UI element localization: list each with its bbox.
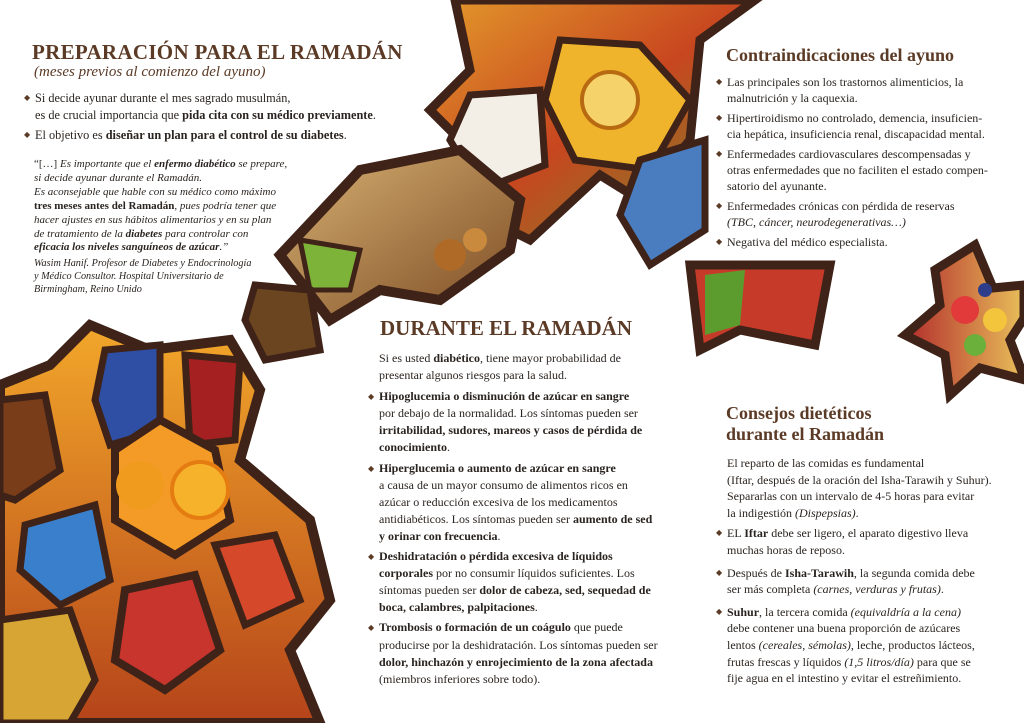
prep-bullet-1: ◆ Si decide ayunar durante el mes sagrado musulmán, es de crucial importancia que pida cita con su médico previamente.	[24, 90, 404, 124]
prep-section	[22, 40, 422, 81]
contra-item: ◆ Las principales son los trastornos alimenticios, la malnutrición y la caquexia.	[716, 74, 1016, 107]
contra-list	[716, 74, 1016, 253]
prep-title: PREPARACIÓN PARA EL RAMADÁN	[32, 40, 403, 64]
contra-title: Contraindicaciones del ayuno	[726, 45, 955, 65]
consejos-intro: El reparto de las comidas es fundamental (Iftar, después de la oración del Isha-Tarawih y Suhur). Separarlas con un intervalo de 4-5 horas para evitar la indigestión (Dispepsias).	[727, 456, 992, 520]
consejo-iftar: ◆ EL Iftar debe ser ligero, el aparato digestivo lleva muchas horas de reposo.	[716, 525, 1021, 558]
prep-bullets	[24, 90, 404, 146]
consejos-body	[716, 455, 1021, 690]
durante-body	[368, 350, 688, 691]
fruit-star-right	[905, 245, 1024, 395]
risk-deshidratacion: ◆ Deshidratación o pérdida excesiva de líquidos corporales por no consumir líquidos suficientes. Los síntomas pueden ser dolor de cabeza, sed, sequedad de boca, calambres, palpitaciones.	[368, 548, 688, 616]
consejo-isha: ◆ Después de Isha-Tarawih, la segunda comida debe ser más completa (carnes, verduras y frutas).	[716, 565, 1021, 598]
prep-bullet-2: ◆ El objetivo es diseñar un plan para el control de su diabetes.	[24, 127, 404, 144]
consejos-title: Consejos dietéticos durante el Ramadán	[726, 403, 885, 444]
contra-item: ◆ Enfermedades cardiovasculares descompensadas y otras enfermedades que no faciliten el estado compen- satorio del ayunante.	[716, 146, 1016, 195]
durante-intro: Si es usted diabético, tiene mayor probabilidad de presentar algunos riesgos para la salud.	[379, 351, 621, 383]
prep-quote-author: Wasim Hanif. Profesor de Diabetes y Endocrinología y Médico Consultor. Hospital Universitario de Birmingham, Reino Unido	[34, 258, 252, 296]
bottom-left-food-cluster	[0, 325, 330, 723]
risk-trombosis: ◆ Trombosis o formación de un coágulo que puede producirse por la deshidratación. Los síntomas pueden ser dolor, hinchazón y enrojecimiento de la zona afectada (miembros inferiores sobre todo).	[368, 619, 688, 687]
durante-title: DURANTE EL RAMADÁN	[380, 316, 633, 340]
contra-item: ◆ Hipertiroidismo no controlado, demencia, insuficien- cia hepática, insuficiencia renal, discapacidad mental.	[716, 110, 1016, 143]
contra-item: ◆ Enfermedades crónicas con pérdida de reservas (TBC, cáncer, neurodegenerativas…)	[716, 198, 1016, 231]
risk-hiperglucemia: ◆ Hiperglucemia o aumento de azúcar en sangre a causa de un mayor consumo de alimentos ricos en azúcar o reducción excesiva de los medicamentos antidiabéticos. Los síntomas pueden ser aumento de sed y orinar con frecuencia.	[368, 460, 688, 545]
prep-quote: “[…] Es importante que el enfermo diabético se prepare, si decide ayunar durante el Ramadán. Es aconsejable que hable con su médico como máximo tres meses antes del Ramadán, pues podría tener que hacer ajustes en sus hábitos alimentarios y en su plan de tratamiento de la diabetes para controlar con eficacia los niveles sanguíneos de azúcar.” Wasim Hanif. Profesor de Diabetes y Endocrinología y Médico Consultor. Hospital Universitario de Birmingham, Reino Unido	[34, 158, 324, 296]
right-food-band	[690, 265, 830, 350]
contra-item: ◆ Negativa del médico especialista.	[716, 234, 1016, 250]
consejo-suhur: ◆ Suhur, la tercera comida (equivaldría a la cena) debe contener una buena proporción de azúcares lentos (cereales, sémolas), leche, productos lácteos, frutas frescas y líquidos (1,5 litros/día) para que se fije agua en el intestino y evitar el estreñimiento.	[716, 604, 1021, 687]
prep-subtitle: (meses previos al comienzo del ayuno)	[34, 64, 266, 80]
risk-hipoglucemia: ◆ Hipoglucemia o disminución de azúcar en sangre por debajo de la normalidad. Los síntomas pueden ser irritabilidad, sudores, mareos y casos de pérdida de conocimiento.	[368, 388, 688, 456]
